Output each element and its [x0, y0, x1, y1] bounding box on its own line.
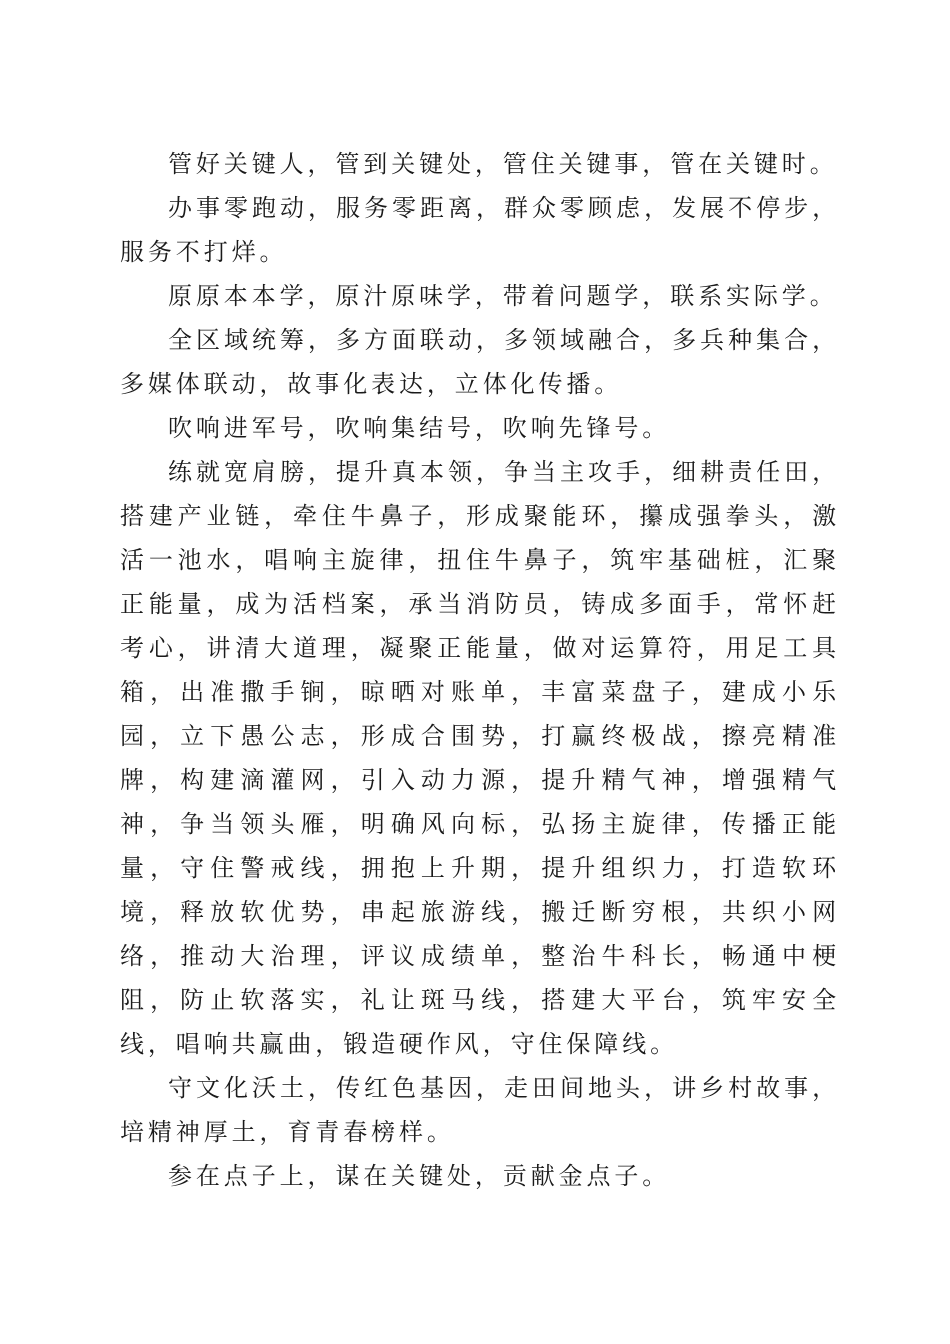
paragraph: 守文化沃土，传红色基因，走田间地头，讲乡村故事，培精神厚土，育青春榜样。 [120, 1074, 840, 1146]
document-body [120, 142, 840, 1198]
paragraph: 全区域统筹，多方面联动，多领域融合，多兵种集合，多媒体联动，故事化表达，立体化传播。 [120, 326, 840, 398]
paragraph: 参在点子上，谋在关键处，贡献金点子。 [168, 1162, 671, 1190]
paragraph: 练就宽肩膀，提升真本领，争当主攻手，细耕责任田，搭建产业链，牵住牛鼻子，形成聚能环，攥成强拳头，激活一池水，唱响主旋律，扭住牛鼻子，筑牢基础桩，汇聚正能量，成为活档案，承当消防员，铸成多面手，常怀赶考心，讲清大道理，凝聚正能量，做对运算符，用足工具箱，出准撒手锏，晾晒对账单，丰富菜盘子，建成小乐园，立下愚公志，形成合围势，打赢终极战，擦亮精准牌，构建滴灌网，引入动力源，提升精气神，增强精气神，争当领头雁，明确风向标，弘扬主旋律，传播正能量，守住警戒线，拥抱上升期，提升组织力，打造软环境，释放软优势，串起旅游线，搬迁断穷根，共织小网络，推动大治理，评议成绩单，整治牛科长，畅通中梗阻，防止软落实，礼让斑马线，搭建大平台，筑牢安全线，唱响共赢曲，锻造硬作风，守住保障线。 [120, 458, 840, 1058]
paragraph: 管好关键人，管到关键处，管住关键事，管在关键时。 [168, 150, 838, 178]
paragraph: 原原本本学，原汁原味学，带着问题学，联系实际学。 [168, 282, 838, 310]
paragraph: 吹响进军号，吹响集结号，吹响先锋号。 [168, 414, 671, 442]
paragraph: 办事零跑动，服务零距离，群众零顾虑，发展不停步，服务不打烊。 [120, 194, 840, 266]
